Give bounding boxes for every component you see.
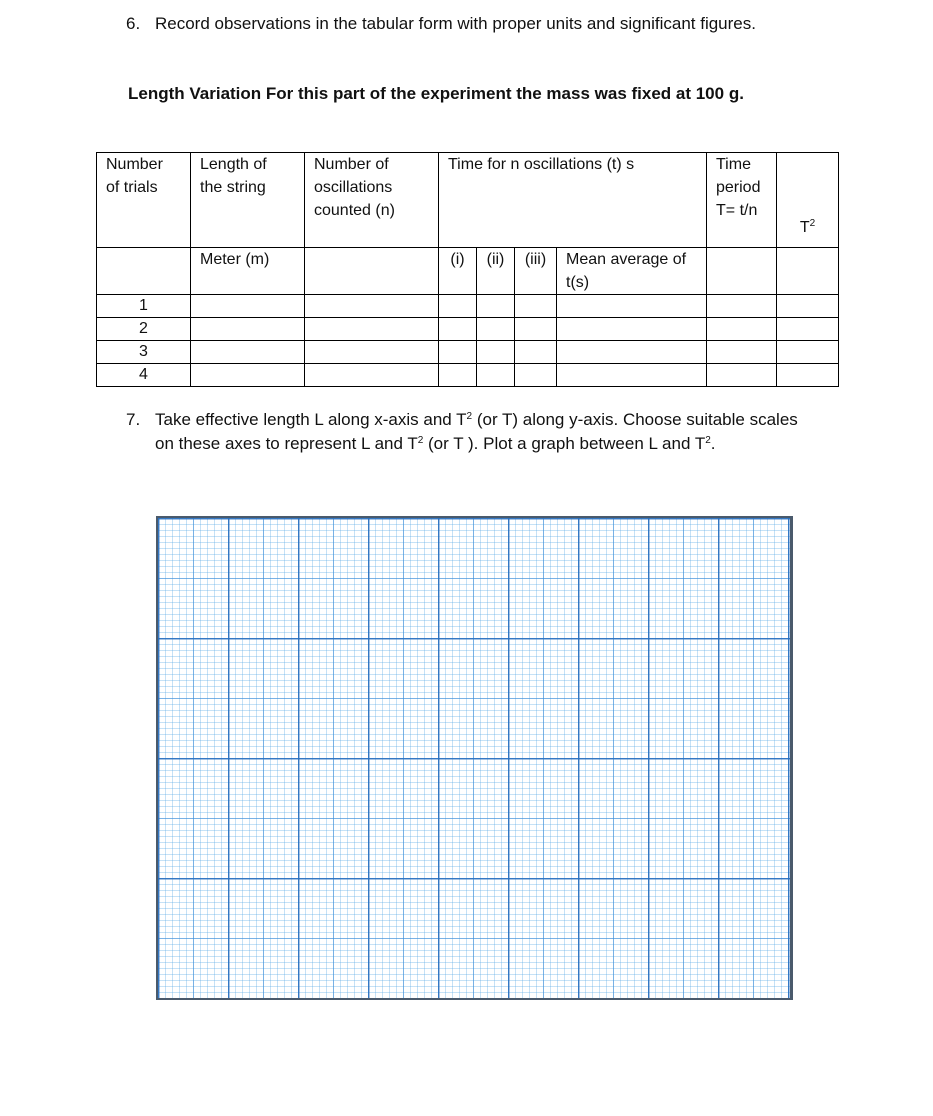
item-text: Record observations in the tabular form with proper units and significant figures. — [155, 14, 756, 33]
item-text-line-2 — [155, 432, 855, 456]
blank-cell[interactable] — [191, 295, 305, 318]
header-t-squared — [777, 153, 839, 248]
table-row — [97, 341, 839, 364]
unit-length-meter: Meter (m) — [191, 248, 305, 295]
blank-cell[interactable] — [439, 341, 477, 364]
header-line: counted (n) — [314, 202, 395, 219]
blank-cell[interactable] — [477, 341, 515, 364]
graph-paper[interactable] — [156, 516, 793, 1000]
header-line: of trials — [106, 179, 158, 196]
exponent: 2 — [705, 435, 711, 446]
header-line: Time — [716, 156, 751, 173]
item-number: 7. — [126, 410, 141, 429]
text-run: on these axes to represent L and T — [155, 434, 418, 453]
blank-cell[interactable] — [557, 295, 707, 318]
blank-cell[interactable] — [777, 341, 839, 364]
blank-cell[interactable] — [707, 295, 777, 318]
blank-cell[interactable] — [557, 364, 707, 387]
blank-cell[interactable] — [439, 295, 477, 318]
table-units-row — [97, 248, 839, 295]
blank-cell[interactable] — [191, 318, 305, 341]
header-line: the string — [200, 179, 266, 196]
cell-empty — [707, 248, 777, 295]
blank-cell[interactable] — [557, 318, 707, 341]
header-line: Number of — [314, 156, 389, 173]
blank-cell[interactable] — [557, 341, 707, 364]
header-line: t(s) — [566, 274, 590, 291]
observation-table — [96, 152, 839, 387]
blank-cell[interactable] — [477, 318, 515, 341]
instruction-item-7 — [126, 408, 866, 456]
header-line: Number — [106, 156, 163, 173]
text-run: Take effective length L along x-axis and T — [155, 410, 467, 429]
header-time-for-n-oscillations — [439, 153, 707, 248]
blank-cell[interactable] — [305, 295, 439, 318]
instruction-item-6 — [126, 12, 846, 36]
header-time-period — [707, 153, 777, 248]
trial-number: 4 — [97, 364, 191, 387]
sub-header-mean-average — [557, 248, 707, 295]
blank-cell[interactable] — [707, 341, 777, 364]
blank-cell[interactable] — [305, 318, 439, 341]
t-squared-base: T — [799, 219, 810, 236]
blank-cell[interactable] — [305, 364, 439, 387]
blank-cell[interactable] — [777, 364, 839, 387]
blank-cell[interactable] — [477, 364, 515, 387]
section-heading: Length Variation For this part of the experiment the mass was fixed at 100 g. — [128, 84, 744, 103]
header-line: period — [716, 179, 761, 196]
header-length-of-string — [191, 153, 305, 248]
blank-cell[interactable] — [477, 295, 515, 318]
text-run: (or T ). Plot a graph between L and T — [423, 434, 706, 453]
item-number: 6. — [126, 14, 141, 33]
blank-cell[interactable] — [515, 341, 557, 364]
blank-cell[interactable] — [191, 341, 305, 364]
cell-empty — [97, 248, 191, 295]
table-row — [97, 295, 839, 318]
header-number-of-oscillations — [305, 153, 439, 248]
sub-header-i: (i) — [439, 248, 477, 295]
blank-cell[interactable] — [515, 318, 557, 341]
table-row — [97, 364, 839, 387]
exponent: 2 — [417, 435, 424, 446]
table-header-row — [97, 153, 839, 248]
blank-cell[interactable] — [439, 364, 477, 387]
t-squared-exponent: 2 — [809, 218, 816, 229]
blank-cell[interactable] — [515, 364, 557, 387]
blank-cell[interactable] — [439, 318, 477, 341]
trial-number: 2 — [97, 318, 191, 341]
header-line: oscillations — [314, 179, 393, 196]
trial-number: 1 — [97, 295, 191, 318]
blank-cell[interactable] — [305, 341, 439, 364]
blank-cell[interactable] — [777, 318, 839, 341]
blank-cell[interactable] — [707, 364, 777, 387]
text-run: . — [710, 434, 716, 453]
trial-number: 3 — [97, 341, 191, 364]
header-number-of-trials — [97, 153, 191, 248]
item-text — [155, 408, 855, 456]
header-line: Length of — [200, 156, 267, 173]
blank-cell[interactable] — [515, 295, 557, 318]
item-text-line-1 — [155, 408, 855, 432]
clipped-header-fragment — [340, 0, 540, 2]
blank-cell[interactable] — [707, 318, 777, 341]
blank-cell[interactable] — [777, 295, 839, 318]
text-run: (or T) along y-axis. Choose suitable scales — [472, 410, 798, 429]
header-line: Time for n oscillations (t) s — [448, 156, 635, 173]
header-line: T= t/n — [716, 202, 758, 219]
sub-header-iii: (iii) — [515, 248, 557, 295]
blank-cell[interactable] — [191, 364, 305, 387]
sub-header-ii: (ii) — [477, 248, 515, 295]
table-row — [97, 318, 839, 341]
cell-empty — [777, 248, 839, 295]
header-line: Mean average of — [566, 251, 687, 268]
cell-empty — [305, 248, 439, 295]
exponent: 2 — [466, 411, 473, 422]
